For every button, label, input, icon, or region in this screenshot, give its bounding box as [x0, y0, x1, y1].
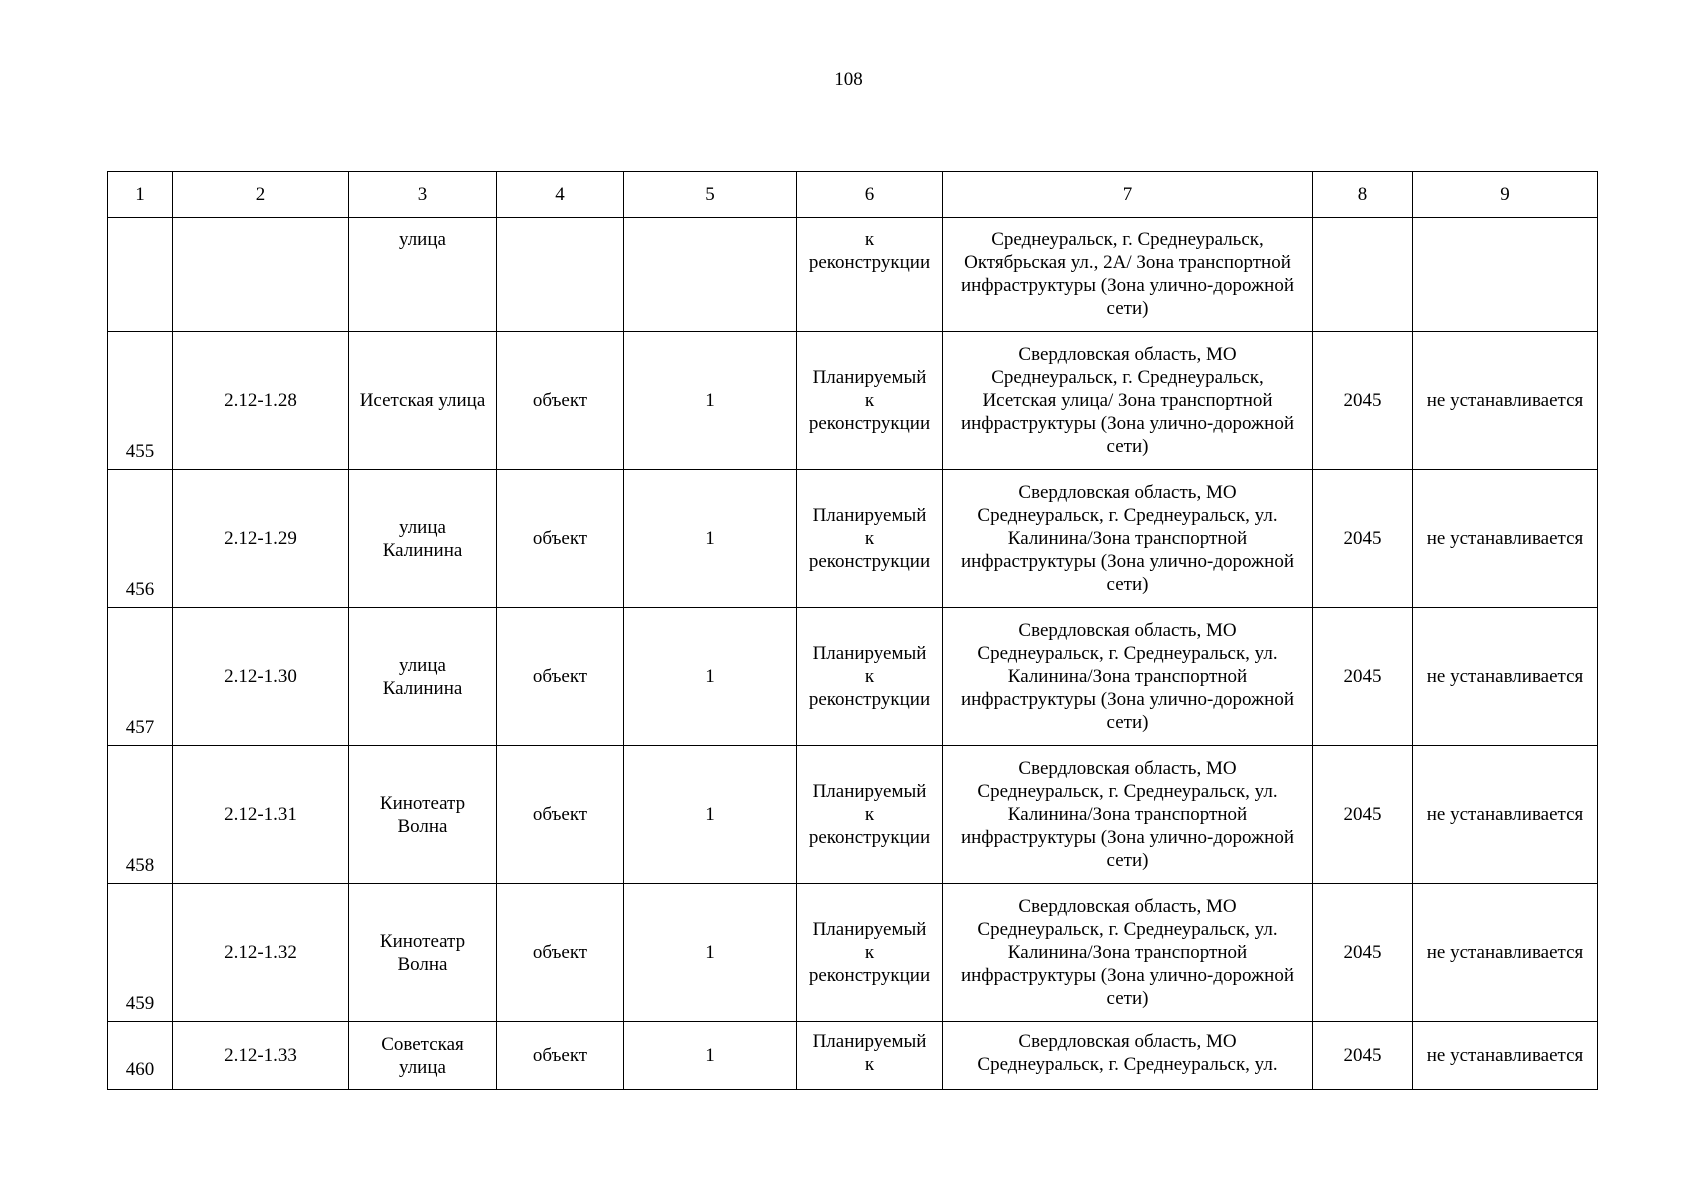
object-type-cell: объект	[497, 608, 624, 746]
row-number-cell: 460	[108, 1022, 173, 1090]
year-cell	[1313, 218, 1413, 332]
column-header: 1	[108, 172, 173, 218]
status-cell: Планируемый к реконструкции	[797, 884, 943, 1022]
column-header: 7	[943, 172, 1313, 218]
object-type-cell: объект	[497, 470, 624, 608]
location-cell: Свердловская область, МО Среднеуральск, г. Среднеуральск, Исетская улица/ Зона транспортной инфраструктуры (Зона улично-дорожной сети)	[943, 332, 1313, 470]
table-header-row	[108, 172, 1598, 218]
location-cell: Среднеуральск, г. Среднеуральск, Октябрьская ул., 2А/ Зона транспортной инфраструктуры (Зона улично-дорожной сети)	[943, 218, 1313, 332]
count-cell: 1	[624, 746, 797, 884]
location-cell: Свердловская область, МО Среднеуральск, г. Среднеуральск, ул. Калинина/Зона транспортной инфраструктуры (Зона улично-дорожной сети)	[943, 746, 1313, 884]
zone-cell: не устанавливается	[1413, 746, 1598, 884]
object-name-cell: Кинотеатр Волна	[349, 884, 497, 1022]
location-cell: Свердловская область, МО Среднеуральск, г. Среднеуральск, ул.	[943, 1022, 1313, 1090]
code-cell: 2.12-1.30	[173, 608, 349, 746]
table-row-continuation	[108, 218, 1598, 332]
status-cell: Планируемый к	[797, 1022, 943, 1090]
code-cell: 2.12-1.28	[173, 332, 349, 470]
object-type-cell	[497, 218, 624, 332]
year-cell: 2045	[1313, 332, 1413, 470]
year-cell: 2045	[1313, 1022, 1413, 1090]
object-type-cell: объект	[497, 1022, 624, 1090]
count-cell: 1	[624, 608, 797, 746]
table-row	[108, 746, 1598, 884]
location-cell: Свердловская область, МО Среднеуральск, г. Среднеуральск, ул. Калинина/Зона транспортной инфраструктуры (Зона улично-дорожной сети)	[943, 470, 1313, 608]
row-number-cell: 455	[108, 332, 173, 470]
count-cell: 1	[624, 884, 797, 1022]
column-header: 8	[1313, 172, 1413, 218]
column-header: 9	[1413, 172, 1598, 218]
status-cell: Планируемый к реконструкции	[797, 470, 943, 608]
object-name-cell: Кинотеатр Волна	[349, 746, 497, 884]
zone-cell: не устанавливается	[1413, 470, 1598, 608]
zone-cell	[1413, 218, 1598, 332]
table-row-partial	[108, 1022, 1598, 1090]
zone-cell: не устанавливается	[1413, 608, 1598, 746]
row-number-cell: 459	[108, 884, 173, 1022]
row-number-cell: 458	[108, 746, 173, 884]
column-header: 4	[497, 172, 624, 218]
object-name-cell: Советская улица	[349, 1022, 497, 1090]
count-cell	[624, 218, 797, 332]
code-cell: 2.12-1.32	[173, 884, 349, 1022]
count-cell: 1	[624, 332, 797, 470]
zone-cell: не устанавливается	[1413, 1022, 1598, 1090]
object-type-cell: объект	[497, 746, 624, 884]
status-cell: Планируемый к реконструкции	[797, 746, 943, 884]
code-cell: 2.12-1.31	[173, 746, 349, 884]
table-row	[108, 608, 1598, 746]
object-type-cell: объект	[497, 884, 624, 1022]
location-cell: Свердловская область, МО Среднеуральск, г. Среднеуральск, ул. Калинина/Зона транспортной инфраструктуры (Зона улично-дорожной сети)	[943, 884, 1313, 1022]
status-cell: к реконструкции	[797, 218, 943, 332]
table-row	[108, 332, 1598, 470]
year-cell: 2045	[1313, 746, 1413, 884]
year-cell: 2045	[1313, 470, 1413, 608]
count-cell: 1	[624, 1022, 797, 1090]
status-cell: Планируемый к реконструкции	[797, 332, 943, 470]
row-number-cell	[108, 218, 173, 332]
status-cell: Планируемый к реконструкции	[797, 608, 943, 746]
column-header: 5	[624, 172, 797, 218]
year-cell: 2045	[1313, 884, 1413, 1022]
column-header: 2	[173, 172, 349, 218]
object-name-cell: Исетская улица	[349, 332, 497, 470]
objects-table	[107, 171, 1598, 1090]
object-name-cell: улица Калинина	[349, 608, 497, 746]
object-type-cell: объект	[497, 332, 624, 470]
column-header: 6	[797, 172, 943, 218]
table-row	[108, 884, 1598, 1022]
code-cell: 2.12-1.33	[173, 1022, 349, 1090]
count-cell: 1	[624, 470, 797, 608]
code-cell	[173, 218, 349, 332]
row-number-cell: 457	[108, 608, 173, 746]
location-cell: Свердловская область, МО Среднеуральск, г. Среднеуральск, ул. Калинина/Зона транспортной инфраструктуры (Зона улично-дорожной сети)	[943, 608, 1313, 746]
page-number: 108	[834, 69, 863, 90]
object-name-cell: улица	[349, 218, 497, 332]
zone-cell: не устанавливается	[1413, 884, 1598, 1022]
zone-cell: не устанавливается	[1413, 332, 1598, 470]
column-header: 3	[349, 172, 497, 218]
code-cell: 2.12-1.29	[173, 470, 349, 608]
row-number-cell: 456	[108, 470, 173, 608]
object-name-cell: улица Калинина	[349, 470, 497, 608]
table-row	[108, 470, 1598, 608]
year-cell: 2045	[1313, 608, 1413, 746]
